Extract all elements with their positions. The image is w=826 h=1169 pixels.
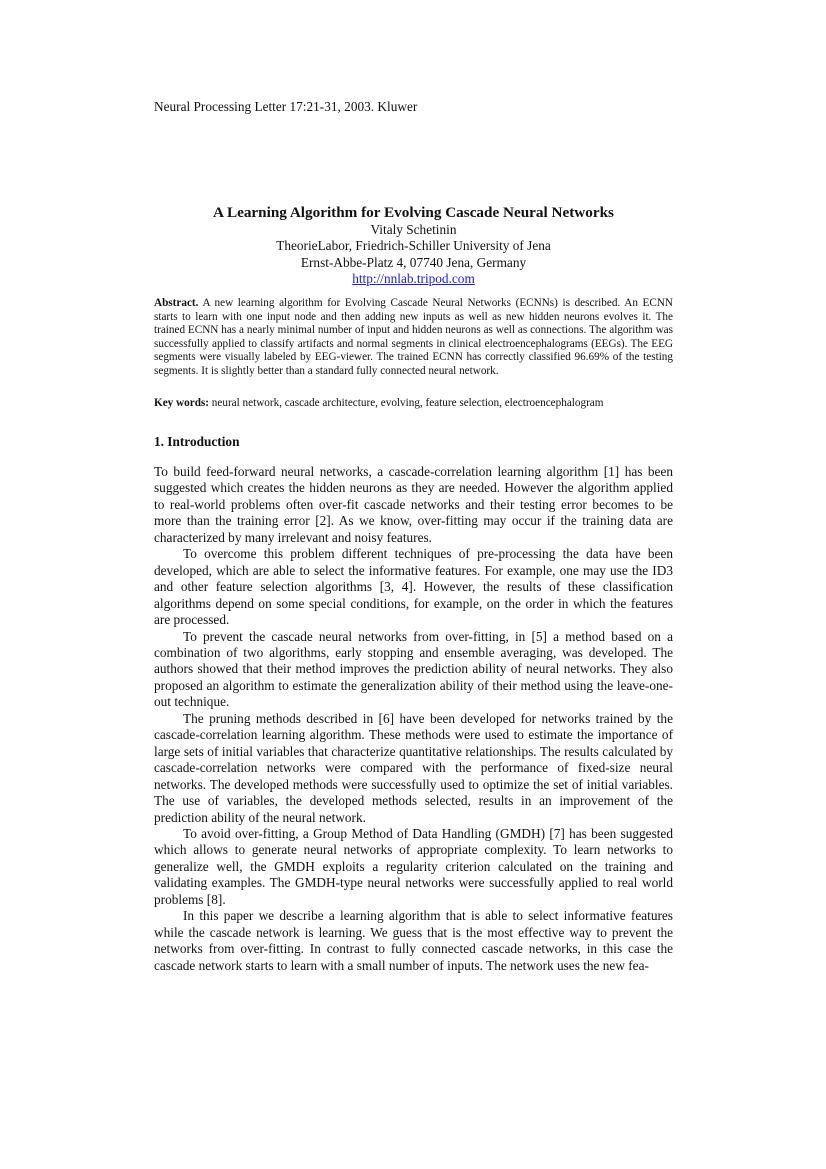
paragraph: In this paper we describe a learning algorithm that is able to select informative features while the cascade network is learning. We guess that is the most effective way to prevent the networks from over-fitting. In contrast to fully connected cascade networks, in this case the cascade network starts to learn with a small number of inputs. The network uses the new fea- [154,908,673,973]
keywords [154,397,673,411]
paragraph: To build feed-forward neural networks, a cascade-correlation learning algorithm [1] has been suggested which creates the hidden neurons as they are needed. However the algorithm applied to real-world problems often over-fit cascade networks and their testing error becomes to be more than the training error [2]. As we know, over-fitting may occur if the training data are characterized by many irrelevant and noisy features. [154,464,673,545]
paragraph: To prevent the cascade neural networks from over-fitting, in [5] a method based on a combination of two algorithms, early stopping and ensemble averaging, was developed. The authors showed that their method improves the prediction ability of neural networks. They also proposed an algorithm to estimate the generalization ability of their method using the leave-one-out technique. [154,628,673,710]
paragraph: To overcome this problem different techniques of pre-processing the data have been developed, which are able to select the informative features. For example, one may use the ID3 and other feature selection algorithms [3, 4]. However, the results of these classification algorithms depend on some special conditions, for example, on the order in which the features are processed. [154,546,673,628]
keywords-text: neural network, cascade architecture, evolving, feature selection, electroencephalogram [209,397,604,409]
abstract-text: A new learning algorithm for Evolving Cascade Neural Networks (ECNNs) is described. An ECNN starts to learn with one input node and then adding new inputs as well as new hidden neurons evolves it. The trained ECNN has a nearly minimal number of input and hidden neurons as well as connections. The algorithm was successfully applied to classify artifacts and normal segments in clinical electroencephalograms (EEGs). The EEG segments were visually labeled by EEG-viewer. The trained ECNN has correctly classified 96.69% of the testing segments. It is slightly better than a standard fully connected neural network. [154,297,673,377]
paragraph: To avoid over-fitting, a Group Method of Data Handling (GMDH) [7] has been suggested which allows to generate neural networks of appropriate complexity. To learn networks to generalize well, the GMDH exploits a regularity criterion calculated on the training and validating examples. The GMDH-type neural networks were successfully applied to real world problems [8]. [154,825,673,907]
author-affiliation: TheorieLabor, Friedrich-Schiller University of Jena [276,238,551,254]
section-heading: 1. Introduction [154,434,240,449]
paragraph: The pruning methods described in [6] have been developed for networks trained by the cascade-correlation learning algorithm. These methods were used to estimate the importance of large sets of initial variables that characterize quantitative relationships. The results calculated by cascade-correlation networks were compared with the performance of fixed-size neural networks. The developed methods were successfully used to optimize the set of initial variables. The use of variables, the developed methods selected, results in an improvement of the prediction ability of the neural network. [154,710,673,825]
journal-citation: Neural Processing Letter 17:21-31, 2003. Kluwer [154,99,418,114]
author-url-link[interactable]: http://nnlab.tripod.com [352,271,475,287]
author-name: Vitaly Schetinin [370,222,457,237]
paper-title: A Learning Algorithm for Evolving Cascade Neural Networks [213,204,614,221]
keywords-label: Key words: [154,397,209,409]
author-address: Ernst-Abbe-Platz 4, 07740 Jena, Germany [300,254,527,270]
title-block [154,203,673,288]
abstract [154,297,673,379]
section-body [154,464,673,974]
abstract-label: Abstract. [154,297,199,309]
